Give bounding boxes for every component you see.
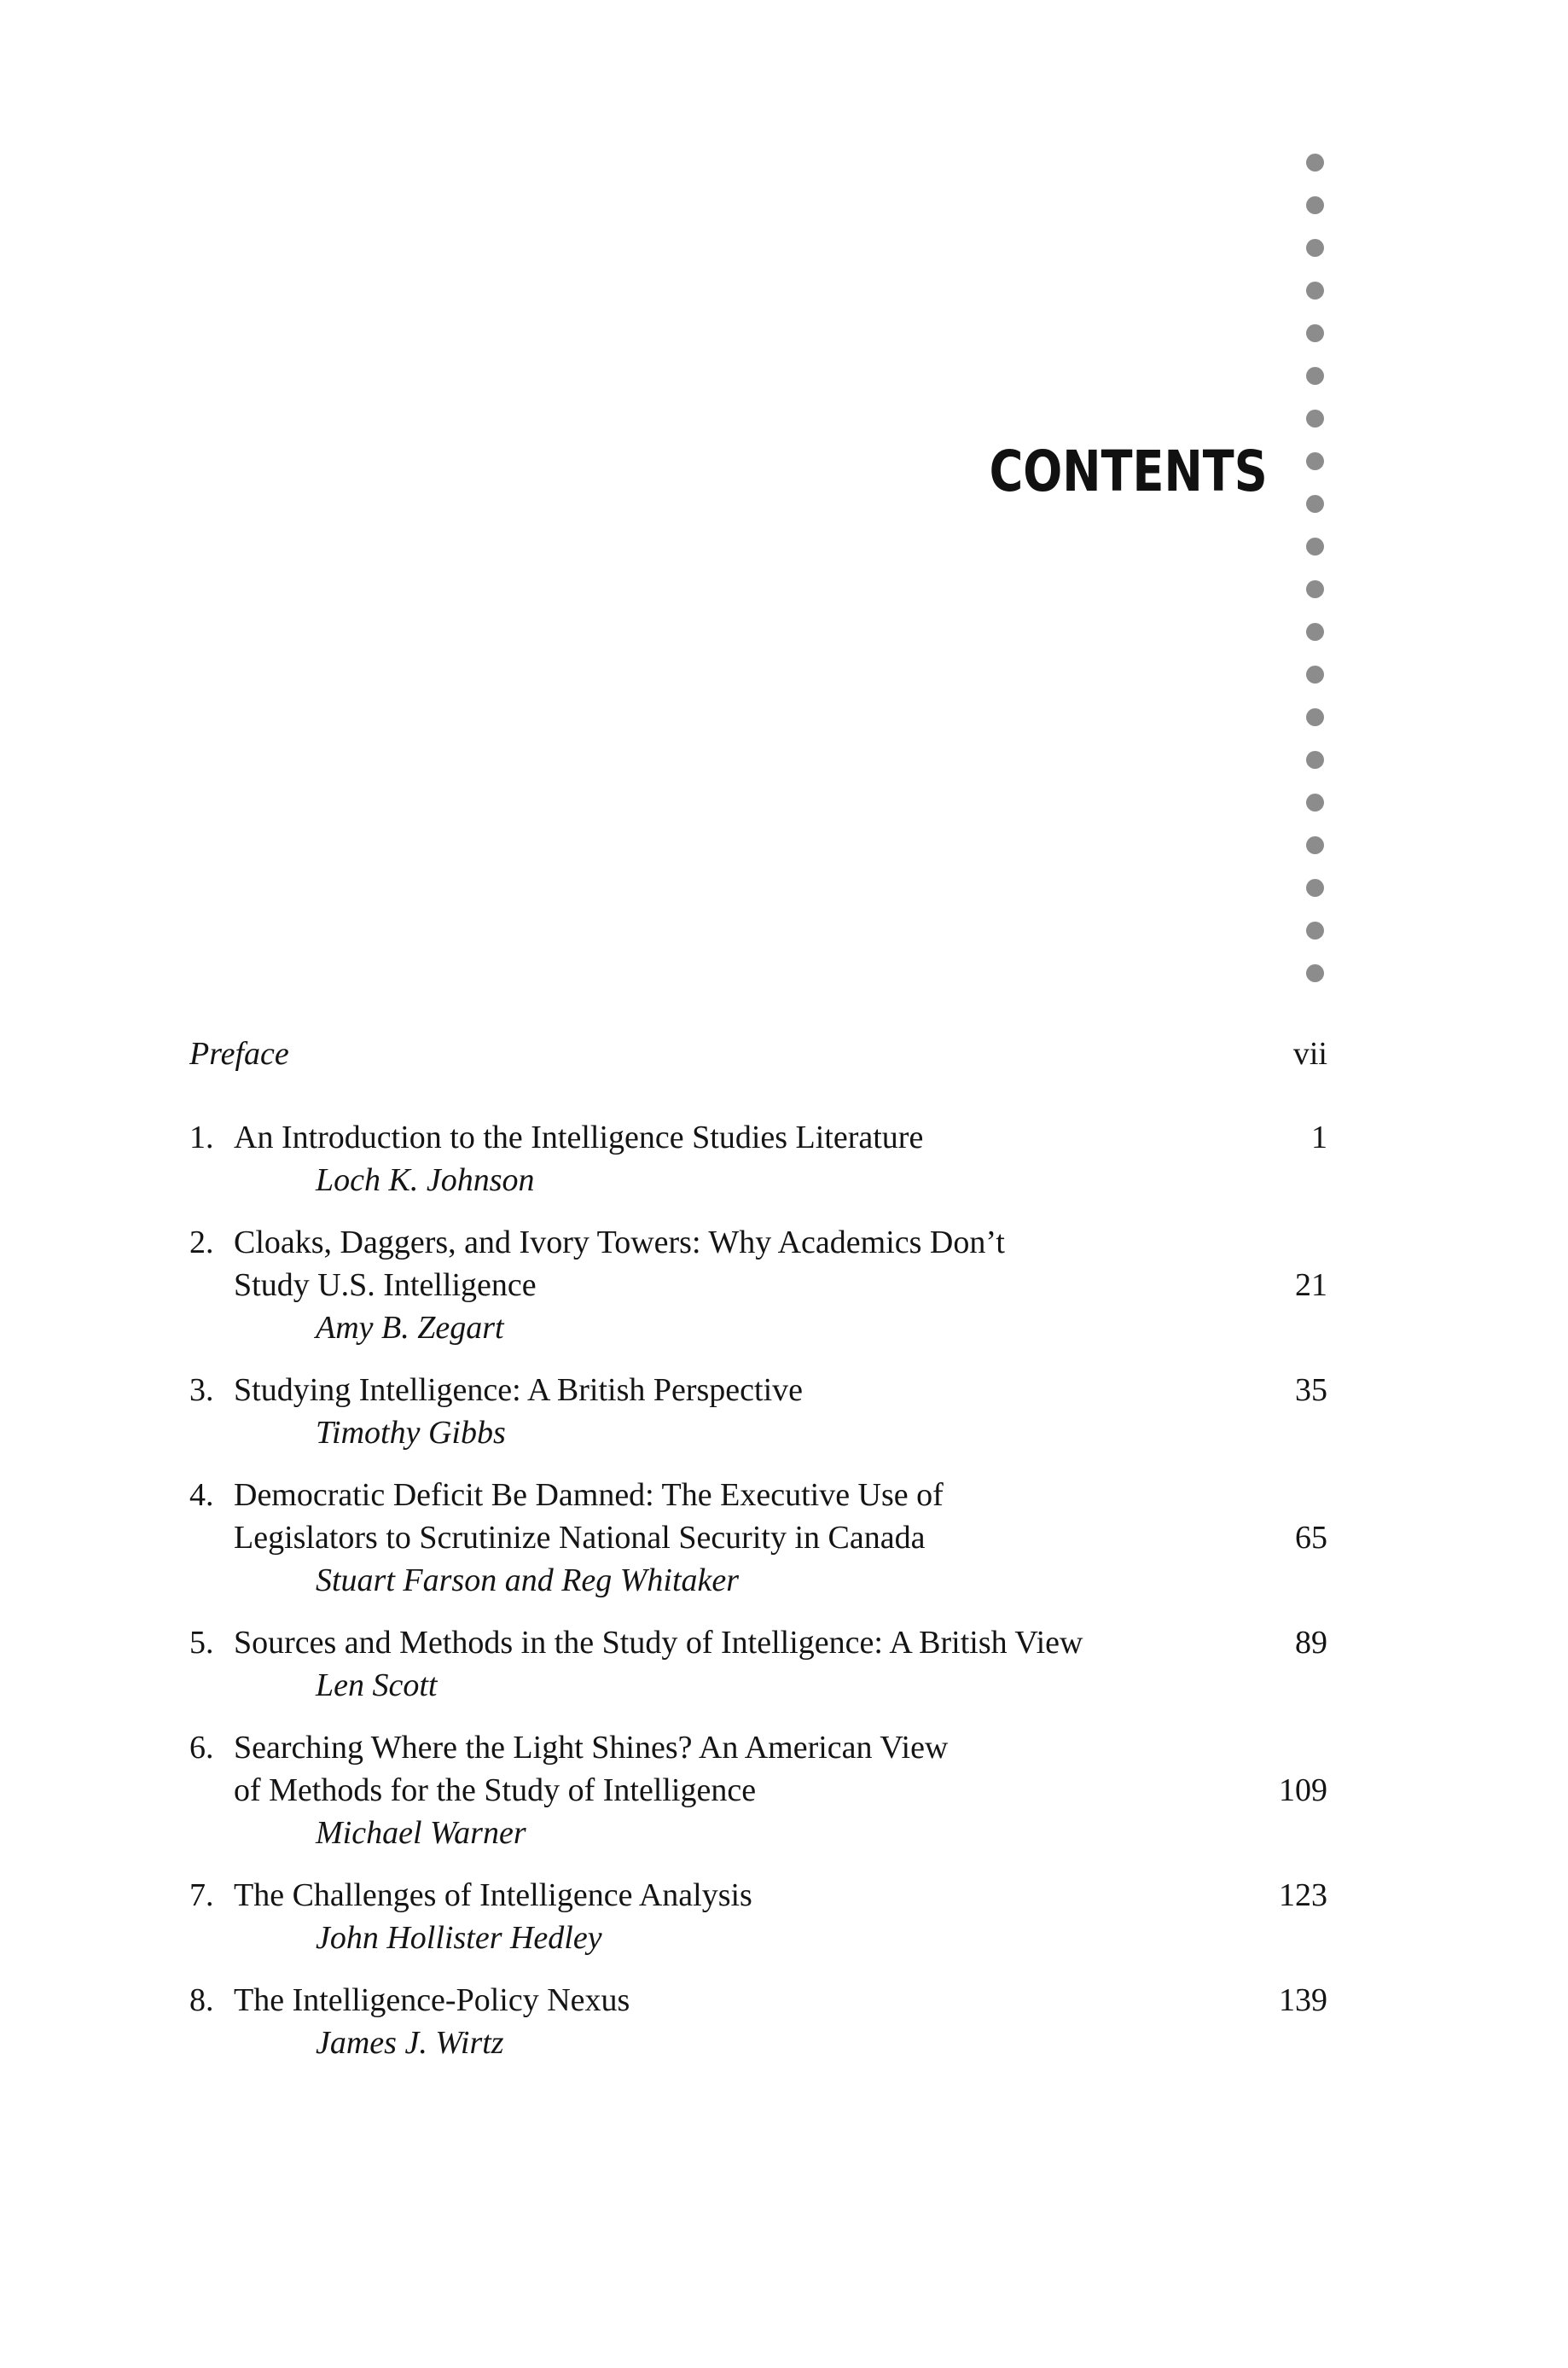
entry-author: Michael Warner	[316, 1815, 526, 1851]
table-of-contents	[189, 1033, 1333, 2064]
dot	[1306, 410, 1324, 428]
entry-title-line	[189, 1474, 1333, 1516]
page-number: vii	[1292, 1036, 1327, 1072]
entry-author: Stuart Farson and Reg Whitaker	[316, 1562, 740, 1598]
entry-title-continuation: Study U.S. Intelligence	[234, 1267, 537, 1303]
entry-author: Loch K. Johnson	[316, 1162, 535, 1198]
dot	[1306, 282, 1324, 300]
page-number: 1	[1311, 1120, 1327, 1155]
page-number: 89	[1295, 1625, 1327, 1661]
dot	[1306, 879, 1324, 897]
entry-title: Sources and Methods in the Study of Intelligence: A British View	[234, 1625, 1083, 1661]
toc-entry[interactable]	[189, 1221, 1333, 1349]
entry-number: 8.	[189, 1982, 214, 2018]
entry-author: James J. Wirtz	[316, 2025, 504, 2061]
entry-number: 3.	[189, 1372, 214, 1408]
dot	[1306, 708, 1324, 726]
preface-label: Preface	[189, 1036, 289, 1072]
entry-title-line	[189, 1621, 1333, 1664]
dot	[1306, 367, 1324, 385]
dot	[1306, 580, 1324, 598]
page-number: 35	[1295, 1372, 1327, 1408]
entry-title: An Introduction to the Intelligence Studies Literature	[234, 1120, 924, 1155]
toc-entry[interactable]	[189, 1979, 1333, 2064]
entry-title: Searching Where the Light Shines? An American View	[234, 1730, 949, 1766]
toc-entry[interactable]	[189, 1116, 1333, 1201]
entry-number: 6.	[189, 1730, 214, 1766]
entry-author: Len Scott	[316, 1667, 438, 1703]
dot	[1306, 922, 1324, 940]
toc-entry[interactable]	[189, 1474, 1333, 1602]
entry-title: The Intelligence-Policy Nexus	[234, 1982, 630, 2018]
dot	[1306, 154, 1324, 172]
entry-title: Studying Intelligence: A British Perspective	[234, 1372, 804, 1408]
entry-title-line	[189, 1116, 1333, 1159]
dot	[1306, 495, 1324, 513]
dot	[1306, 794, 1324, 812]
dot	[1306, 239, 1324, 257]
dot	[1306, 964, 1324, 982]
dot	[1306, 836, 1324, 854]
entry-title: The Challenges of Intelligence Analysis	[234, 1877, 752, 1913]
dot	[1306, 623, 1324, 641]
page-number: 123	[1279, 1877, 1327, 1913]
entry-title-line	[189, 1221, 1333, 1264]
entry-title-continuation: Legislators to Scrutinize National Security in Canada	[234, 1520, 926, 1556]
toc-entry[interactable]	[189, 1874, 1333, 1959]
page-number: 21	[1295, 1267, 1327, 1303]
decorative-dot-column	[1306, 154, 1325, 990]
page-number: 65	[1295, 1520, 1327, 1556]
entry-author: Amy B. Zegart	[316, 1310, 504, 1346]
dot	[1306, 324, 1324, 342]
entry-title: Democratic Deficit Be Damned: The Executive Use of	[234, 1477, 944, 1513]
entry-title: Cloaks, Daggers, and Ivory Towers: Why Academics Don’t	[234, 1225, 1005, 1260]
entry-author: Timothy Gibbs	[316, 1415, 506, 1451]
dot	[1306, 751, 1324, 769]
entry-title-line	[189, 1979, 1333, 2022]
entry-number: 1.	[189, 1120, 214, 1155]
entry-number: 4.	[189, 1477, 214, 1513]
toc-entry[interactable]	[189, 1621, 1333, 1707]
toc-entry[interactable]	[189, 1726, 1333, 1854]
contents-heading: CONTENTS	[989, 439, 1268, 504]
entry-title-line	[189, 1726, 1333, 1769]
entry-number: 5.	[189, 1625, 214, 1661]
page-number: 109	[1279, 1772, 1327, 1808]
toc-preface[interactable]	[189, 1033, 1333, 1075]
entry-title-continuation: of Methods for the Study of Intelligence	[234, 1772, 757, 1808]
dot	[1306, 452, 1324, 470]
dot	[1306, 666, 1324, 684]
entry-title-line	[189, 1369, 1333, 1411]
dot	[1306, 196, 1324, 214]
dot	[1306, 538, 1324, 556]
entry-title-line	[189, 1874, 1333, 1917]
entry-number: 7.	[189, 1877, 214, 1913]
entry-number: 2.	[189, 1225, 214, 1260]
page-number: 139	[1279, 1982, 1327, 2018]
toc-entry[interactable]	[189, 1369, 1333, 1454]
entry-author: John Hollister Hedley	[316, 1920, 602, 1956]
